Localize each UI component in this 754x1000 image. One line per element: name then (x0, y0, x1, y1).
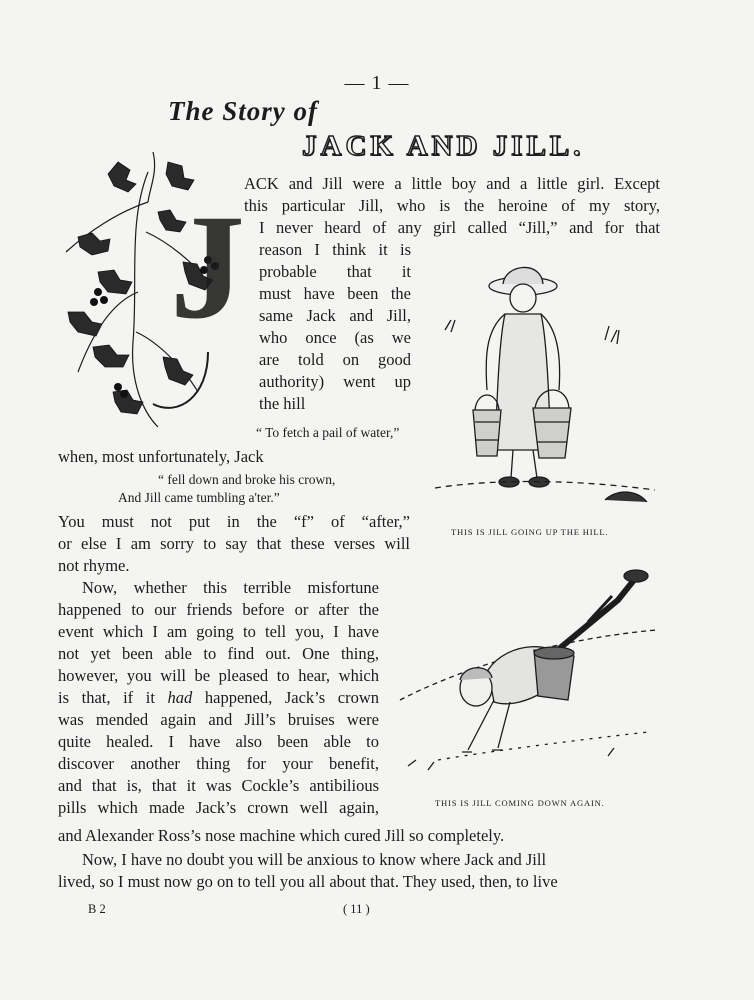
body-line: ACK and Jill were a little boy and a little girl. Except (244, 174, 660, 193)
body-line: Now, I have no doubt you will be anxious to know where Jack and Jill (82, 850, 547, 869)
jill-going-up-drawing (425, 250, 665, 520)
foliage-illustration (58, 142, 244, 432)
body-line: who once (as we (259, 328, 411, 347)
verse-quote: “ fell down and broke his crown, (158, 472, 336, 487)
drop-cap-letter: J (170, 184, 244, 350)
body-line: when, most unfortunately, Jack (58, 447, 264, 466)
caption-jill-going-up: THIS IS JILL GOING UP THE HILL. (451, 527, 609, 537)
signature-mark: B 2 (88, 902, 106, 916)
body-line: I never heard of any girl called “Jill,” and for that (259, 218, 660, 237)
body-line: and Alexander Ross’s nose machine which cured Jill so completely. (58, 826, 505, 845)
body-line: discover another thing for your benefit, (58, 754, 379, 773)
body-line: however, you will be pleased to hear, which (58, 666, 379, 685)
body-line: happened to our friends before or after the (58, 600, 379, 619)
body-line: not yet been able to find out. One thing, (58, 644, 379, 663)
illustration-jill-coming-down (398, 560, 660, 790)
body-line: the hill (259, 394, 306, 413)
body-line: must have been the (259, 284, 411, 303)
body-line: Now, whether this terrible misfortune (82, 578, 379, 597)
body-line: is that, if it had happened, Jack’s crown (58, 688, 379, 707)
caption-jill-coming-down: THIS IS JILL COMING DOWN AGAIN. (435, 798, 605, 808)
chapter-number: — 1 — (344, 72, 410, 94)
body-line: are told on good (259, 350, 411, 369)
body-line: pills which made Jack’s crown well again, (58, 798, 379, 817)
jill-coming-down-drawing (398, 560, 660, 790)
body-line: reason I think it is (259, 240, 411, 259)
verse-quote: And Jill came tumbling a'ter.” (118, 490, 280, 505)
page-number: ( 11 ) (343, 902, 370, 916)
body-line: You must not put in the “f” of “after,” (58, 512, 410, 531)
decorative-drop-cap (58, 142, 244, 432)
body-line: was mended again and Jill’s bruises were (58, 710, 379, 729)
body-line: event which I am going to tell you, I have (58, 622, 379, 641)
body-line: not rhyme. (58, 556, 130, 575)
title-line-2: JACK AND JILL. (302, 130, 585, 162)
body-line: lived, so I must now go on to tell you all about that. They used, then, to live (58, 872, 558, 891)
title-line-1: The Story of (168, 96, 318, 126)
body-line: authority) went up (259, 372, 411, 391)
body-line: same Jack and Jill, (259, 306, 411, 325)
body-line: quite healed. I have also been able to (58, 732, 379, 751)
illustration-jill-going-up (425, 250, 665, 520)
body-line: this particular Jill, who is the heroine of my story, (244, 196, 660, 215)
body-line: probable that it (259, 262, 411, 281)
verse-quote: “ To fetch a pail of water,” (256, 425, 400, 440)
body-line: and that is, that it was Cockle’s antibilious (58, 776, 379, 795)
body-line: or else I am sorry to say that these verses will (58, 534, 410, 553)
